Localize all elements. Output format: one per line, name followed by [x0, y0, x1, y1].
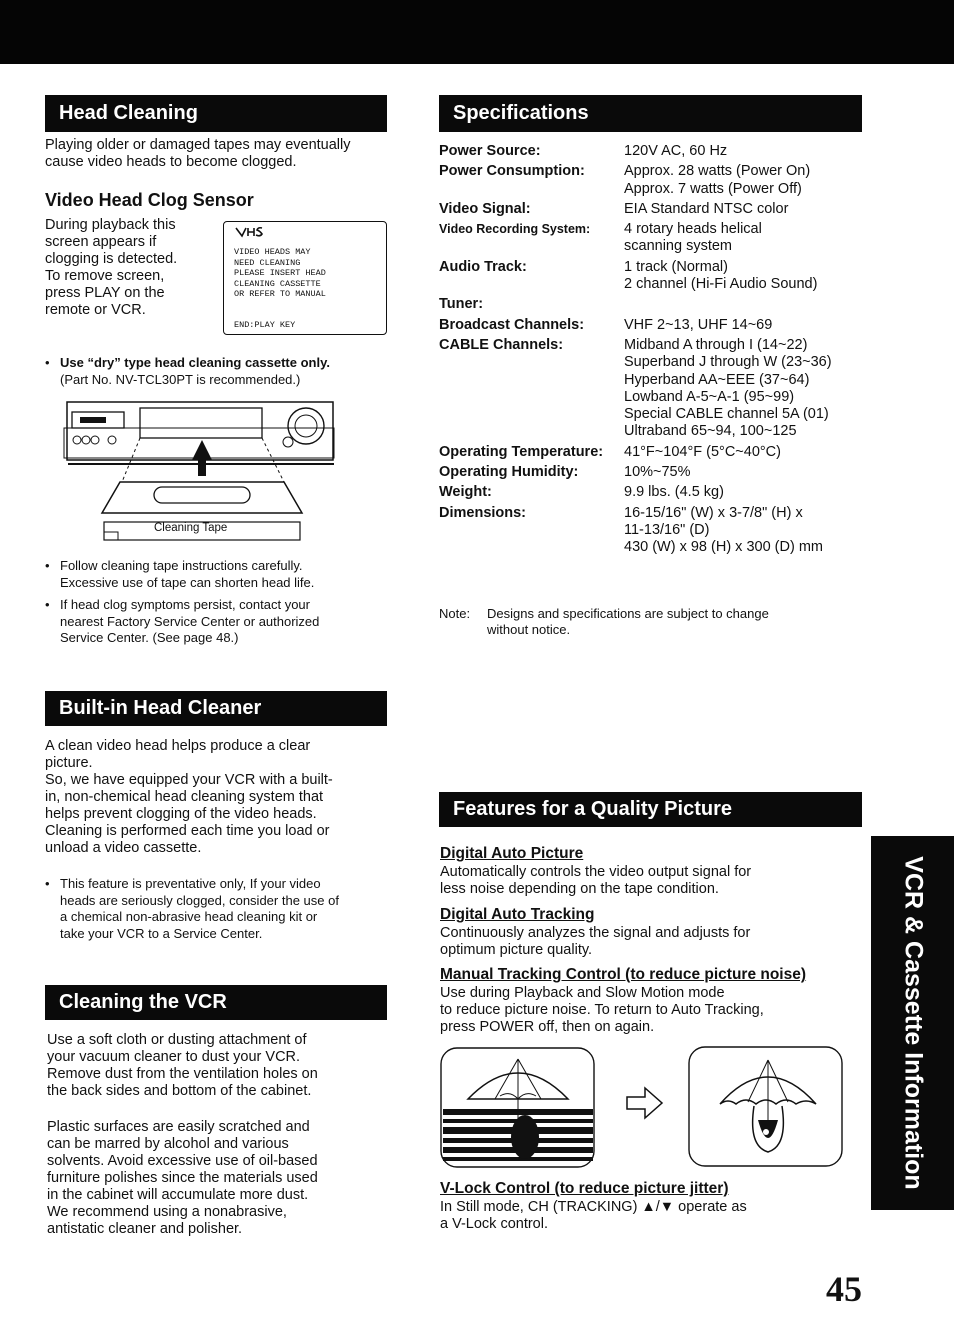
specifications-header: [439, 95, 862, 132]
head-cleaning-bullet-1: • Follow cleaning tape instructions carefully. Excessive use of tape can shorten head life.: [45, 558, 395, 591]
features-header: [439, 792, 862, 827]
side-tab-label: VCR & Cassette Information: [899, 856, 927, 1190]
head-cleaning-bullet-2: • If head clog symptoms persist, contact your nearest Factory Service Center or authorized Service Center. (See page 48.): [45, 597, 395, 647]
screen-message: VIDEO HEADS MAY NEED CLEANING PLEASE INSERT HEAD CLEANING CASSETTE OR REFER TO MANUAL: [234, 247, 326, 299]
spec-label: Operating Temperature:: [439, 443, 604, 460]
spec-label: CABLE Channels:: [439, 336, 564, 353]
feature-heading-manual-tracking: Manual Tracking Control (to reduce picture noise): [440, 966, 807, 983]
feature-text-vlock: In Still mode, CH (TRACKING) ▲/▼ operate as a V-Lock control.: [440, 1199, 747, 1232]
spec-label: Weight:: [439, 484, 492, 501]
spec-label: Broadcast Channels:: [439, 316, 585, 333]
spec-label: Audio Track:: [439, 258, 527, 275]
cleaning-tape-label: Cleaning Tape: [154, 522, 228, 534]
spec-value: 120V AC, 60 Hz: [624, 143, 728, 159]
clog-sensor-subtitle: Video Head Clog Sensor: [45, 190, 254, 210]
spec-value: 16-15/16" (W) x 3-7/8" (H) x 11-13/16" (D) 430 (W) x 98 (H) x 300 (D) mm: [624, 504, 823, 556]
feature-text-auto-picture: Automatically controls the video output signal for less noise depending on the tape condition.: [440, 864, 752, 897]
spec-value: Midband A through I (14~22) Superband J through W (23~36) Hyperband AA~EEE (37~64) Lowband A-5~A-1 (95~99) Special CABLE channel 5A (01) Ultraband 65~94, 100~125: [624, 336, 832, 440]
spec-row: [439, 143, 879, 160]
vhs-logo-icon: [234, 225, 264, 239]
spec-label: Video Signal:: [439, 200, 531, 217]
built-in-header: [45, 691, 387, 726]
spec-row: [439, 296, 879, 313]
spec-row: [439, 484, 879, 501]
spec-label: Power Source:: [439, 143, 541, 159]
spec-label: Video Recording System:: [439, 222, 591, 237]
cleaning-vcr-para1: Use a soft cloth or dusting attachment of your vacuum cleaner to dust your VCR. Remove dust from the ventilation holes on the back sides and bottom of the cabinet.: [47, 1032, 318, 1099]
spec-row: [439, 201, 879, 218]
noisy-picture-illustration: [440, 1047, 596, 1169]
spec-value: EIA Standard NTSC color: [624, 200, 789, 217]
features-title: Features for a Quality Picture: [453, 798, 732, 820]
feature-heading-auto-tracking: Digital Auto Tracking: [440, 906, 595, 923]
spec-label: Power Consumption:: [439, 163, 585, 180]
feature-heading-auto-picture: Digital Auto Picture: [440, 845, 584, 862]
spec-value: Approx. 28 watts (Power On) Approx. 7 watts (Power Off): [624, 163, 811, 197]
dry-note-bold: Use “dry” type head cleaning cassette only.: [60, 355, 330, 370]
spec-row: [439, 337, 879, 441]
spec-value: 41°F~104°F (5°C~40°C): [624, 443, 781, 460]
feature-text-auto-tracking: Continuously analyzes the signal and adjusts for optimum picture quality.: [440, 925, 751, 958]
arrow-right-icon: [625, 1086, 665, 1120]
spec-row: [439, 163, 879, 198]
spec-note-label: Note:: [439, 606, 471, 621]
clear-picture-illustration: [688, 1046, 844, 1168]
dry-cassette-note: [45, 355, 395, 388]
specifications-table: [439, 143, 879, 560]
spec-value: 4 rotary heads helical scanning system: [624, 221, 762, 255]
spec-value: 9.9 lbs. (4.5 kg): [624, 484, 724, 501]
cleaning-vcr-para2: Plastic surfaces are easily scratched and can be marred by alcohol and various solvents. Avoid excessive use of oil-based furniture polishes since the materials used in the cabinet will accumulate more dust. We recommend using a nonabrasive, antistatic cleaner and polisher.: [47, 1119, 318, 1237]
top-bar: [0, 0, 954, 64]
spec-value: 10%~75%: [624, 464, 691, 481]
spec-row: [439, 317, 879, 334]
cleaning-vcr-header: [45, 985, 387, 1020]
feature-text-manual-tracking: Use during Playback and Slow Motion mode to reduce picture noise. To return to Auto Tracking, press POWER off, then on again.: [440, 985, 764, 1035]
spec-row: [439, 259, 879, 294]
clog-sensor-text: During playback this screen appears if clogging is detected. To remove screen, press PLAY on the remote or VCR.: [45, 217, 178, 318]
spec-row: [439, 444, 879, 461]
built-in-bullet: • This feature is preventative only, If your video heads are seriously clogged, consider the use of a chemical non-abrasive head cleaning kit or take your VCR to a Service Center.: [45, 876, 395, 942]
feature-heading-vlock: V-Lock Control (to reduce picture jitter): [440, 1180, 729, 1197]
built-in-title: Built-in Head Cleaner: [59, 697, 262, 719]
head-cleaning-title: Head Cleaning: [59, 102, 198, 124]
clog-warning-screen: [223, 221, 387, 335]
dry-note-part: (Part No. NV-TCL30PT is recommended.): [60, 371, 301, 387]
section-side-tab: [871, 836, 954, 1210]
spec-value: VHF 2~13, UHF 14~69: [624, 316, 773, 333]
head-cleaning-intro: Playing older or damaged tapes may eventually cause video heads to become clogged.: [45, 137, 351, 170]
spec-row: [439, 505, 879, 557]
page-number: 45: [826, 1269, 862, 1309]
spec-label: Tuner:: [439, 296, 484, 313]
spec-row: [439, 221, 879, 256]
built-in-text: A clean video head helps produce a clear picture. So, we have equipped your VCR with a built- in, non-chemical head cleaning system that helps prevent clogging of the video heads. Cleaning is performed each time you load or unload a video cassette.: [45, 738, 333, 856]
spec-value: 1 track (Normal) 2 channel (Hi-Fi Audio Sound): [624, 258, 818, 293]
cleaning-vcr-title: Cleaning the VCR: [59, 991, 227, 1013]
spec-label: Dimensions:: [439, 504, 527, 521]
head-cleaning-header: [45, 95, 387, 132]
spec-label: Operating Humidity:: [439, 464, 579, 481]
screen-end-key: END:PLAY KEY: [234, 320, 296, 330]
specifications-title: Specifications: [453, 102, 589, 124]
spec-row: [439, 464, 879, 481]
spec-note-text: Designs and specifications are subject to change without notice.: [487, 606, 769, 637]
